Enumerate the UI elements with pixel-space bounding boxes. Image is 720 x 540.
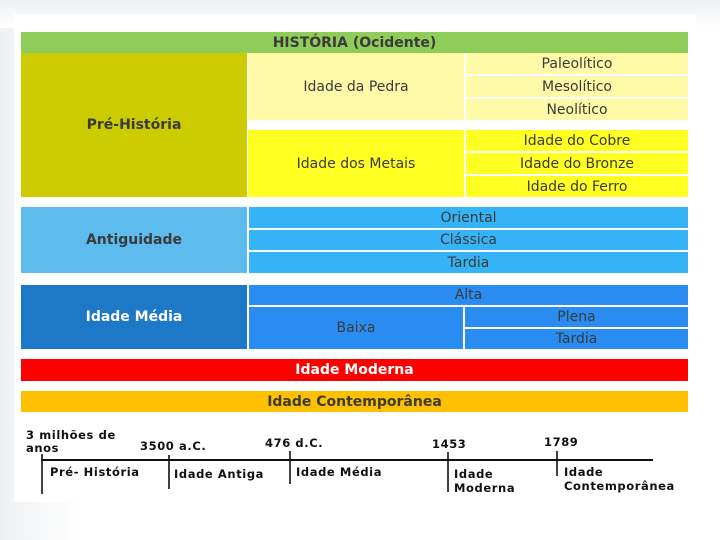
idade-moderna-bar: Idade Moderna [21, 359, 688, 381]
date-3-milhoes: 3 milhões de anos [26, 428, 116, 455]
table-title: HISTÓRIA (Ocidente) [21, 32, 688, 53]
period-tardia-antiguidade: Tardia [249, 252, 688, 273]
period-tardia-media: Tardia [465, 329, 688, 349]
idade-contemporanea-bar: Idade Contemporânea [21, 391, 688, 412]
period-neolitico: Neolítico [466, 99, 688, 120]
idade-pedra-label: Idade da Pedra [248, 53, 464, 120]
period-mesolitico: Mesolítico [466, 76, 688, 97]
idade-metais-label: Idade dos Metais [248, 130, 464, 197]
date-1453: 1453 [432, 437, 467, 451]
era-idade-media: Idade Média [296, 465, 383, 479]
period-cobre: Idade do Cobre [466, 130, 688, 151]
period-plena: Plena [465, 307, 688, 327]
era-pre-historia: Pré- História [50, 465, 140, 479]
date-3500-ac: 3500 a.C. [140, 439, 207, 453]
era-idade-antiga: Idade Antiga [174, 467, 265, 481]
era-idade-moderna: Idade Moderna [454, 467, 516, 495]
date-1789: 1789 [544, 435, 579, 449]
period-baixa: Baixa [249, 307, 463, 349]
antiguidade-label: Antiguidade [21, 207, 247, 273]
period-bronze: Idade do Bronze [466, 153, 688, 174]
era-idade-contemporanea: Idade Contemporânea [564, 465, 675, 493]
date-476-dc: 476 d.C. [265, 436, 324, 450]
period-oriental: Oriental [249, 207, 688, 228]
period-ferro: Idade do Ferro [466, 176, 688, 197]
pre-historia-label: Pré-História [21, 53, 247, 197]
period-paleolitico: Paleolítico [466, 53, 688, 74]
period-alta: Alta [249, 285, 688, 305]
period-classica: Clássica [249, 230, 688, 250]
idade-media-label: Idade Média [21, 285, 247, 349]
